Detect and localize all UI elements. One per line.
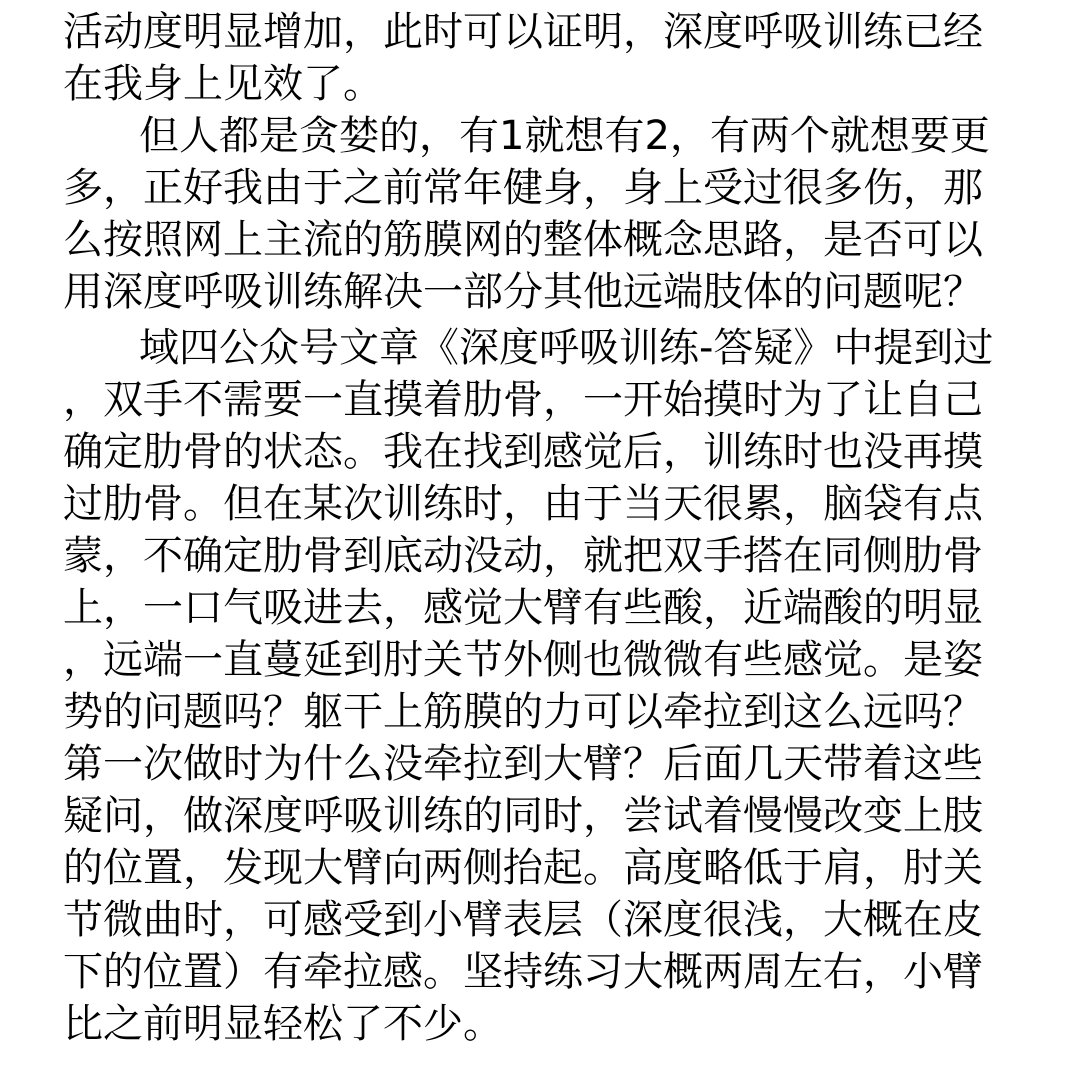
text-line: 多，正好我由于之前常年健身，身上受过很多伤，那 [63,165,983,211]
text-line: 确定肋骨的状态。我在找到感觉后，训练时也没再摸 [63,429,983,475]
text-line: 比之前明显轻松了不少。 [63,1001,503,1047]
text-line: 在我身上见效了。 [63,61,383,107]
text-line: 活动度明显增加，此时可以证明，深度呼吸训练已经 [63,9,983,55]
text-line: 蒙，不确定肋骨到底动没动，就把双手搭在同侧肋骨 [63,533,983,579]
paragraph-start-line: 但人都是贪婪的，有1就想有2，有两个就想要更 [139,113,990,159]
text-line: 上，一口气吸进去，感觉大臂有些酸，近端酸的明显 [63,585,983,631]
paragraph-start-line: 域四公众号文章《深度呼吸训练-答疑》中提到过 [139,325,994,371]
text-line: ，双手不需要一直摸着肋骨，一开始摸时为了让自己 [63,377,983,423]
text-line: ，远端一直蔓延到肘关节外侧也微微有些感觉。是姿 [63,637,983,683]
text-line: 疑问，做深度呼吸训练的同时，尝试着慢慢改变上肢 [63,793,983,839]
text-line: 用深度呼吸训练解决一部分其他远端肢体的问题呢？ [63,269,983,315]
text-line: 的位置，发现大臂向两侧抬起。高度略低于肩，肘关 [63,845,983,891]
text-line: 下的位置）有牵拉感。坚持练习大概两周左右，小臂 [63,949,983,995]
text-line: 第一次做时为什么没牵拉到大臂？后面几天带着这些 [63,741,983,787]
text-line: 过肋骨。但在某次训练时，由于当天很累，脑袋有点 [63,481,983,527]
text-line: 势的问题吗？躯干上筋膜的力可以牵拉到这么远吗？ [63,689,983,735]
text-line: 节微曲时，可感受到小臂表层（深度很浅，大概在皮 [63,897,983,943]
text-line: 么按照网上主流的筋膜网的整体概念思路，是否可以 [63,217,983,263]
